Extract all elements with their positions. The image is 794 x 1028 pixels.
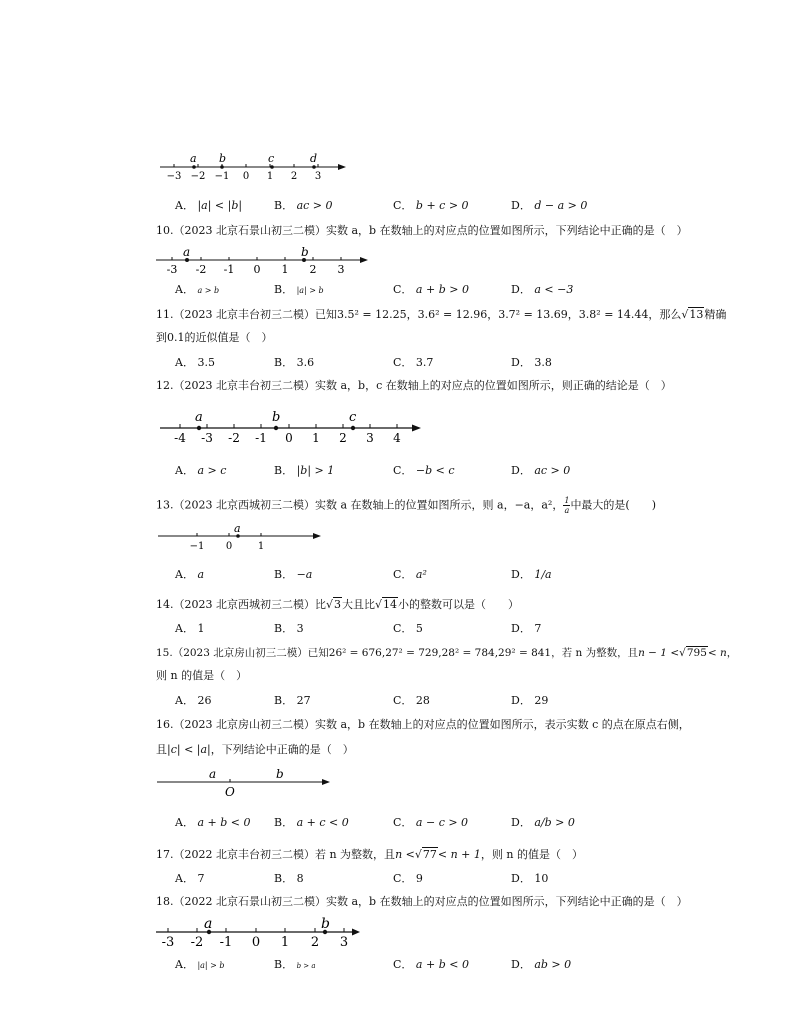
q16-stem-line2: 且|c| < |a|，下列结论中正确的是（ ）: [156, 743, 354, 756]
q17-option-a[interactable]: A． 7: [175, 872, 205, 885]
q13-fraction: $\frac{1}{a}$: [564, 496, 570, 515]
q18-letter-b: b: [321, 916, 330, 932]
q9-tick: 2: [290, 171, 298, 182]
q9-option-b[interactable]: B． ac > 0: [274, 199, 333, 212]
q12-tick: -4: [174, 431, 186, 445]
q18-option-b[interactable]: B． b > a: [274, 958, 316, 971]
q12-option-c[interactable]: C． −b < c: [393, 464, 455, 477]
q13-stem: 13.（2023 北京西城初三二模）实数 a 在数轴上的位置如图所示，则 a，−a，a²， $\frac{1}{a}$ 中最大的是( ): [156, 496, 657, 515]
q17-option-d[interactable]: D． 10: [511, 872, 549, 885]
q13-tick: 1: [257, 541, 265, 552]
q10-tick: 1: [281, 263, 289, 276]
q14-stem: 14.（2023 北京西城初三二模）比√3大且比√14小的整数可以是（ ）: [156, 598, 520, 611]
q9-letter-a: a: [190, 152, 197, 165]
q17-option-b[interactable]: B． 8: [274, 872, 304, 885]
q15-option-a[interactable]: A． 26: [175, 694, 212, 707]
q10-tick: 0: [253, 263, 261, 276]
q9-tick: −3: [166, 171, 182, 182]
q10-option-c[interactable]: C． a + b > 0: [393, 283, 469, 296]
q12-tick: 4: [393, 431, 401, 445]
q9-letter-d: d: [310, 152, 318, 165]
q13-option-a[interactable]: A． a: [175, 568, 205, 581]
q10-letter-a: a: [183, 245, 191, 259]
q18-tick: 1: [280, 935, 290, 950]
q18-option-d[interactable]: D． ab > 0: [511, 958, 572, 971]
q9-option-d[interactable]: D． d − a > 0: [511, 199, 588, 212]
q14-option-d[interactable]: D． 7: [511, 622, 542, 635]
q17-option-c[interactable]: C． 9: [393, 872, 423, 885]
q13-tick: −1: [189, 541, 205, 552]
q15-stem: 15.（2023 北京房山初三二模）已知26² = 676,27² = 729,28² = 784,29² = 841，若 n 为整数，且n − 1 <√795< n，: [156, 647, 738, 659]
q10-letter-b: b: [301, 245, 309, 259]
q10-option-a[interactable]: A． a > b: [175, 283, 220, 296]
q18-option-c[interactable]: C． a + b < 0: [393, 958, 469, 971]
q18-letter-a: a: [204, 916, 213, 932]
q12-tick: 3: [366, 431, 374, 445]
q14-option-a[interactable]: A． 1: [175, 622, 205, 635]
q16-letter-a: a: [209, 767, 217, 781]
q11-stem: 11.（2023 北京丰台初三二模）已知3.5² = 12.25，3.6² = 12.96，3.7² = 13.69，3.8² = 14.44，那么√13精确: [156, 308, 727, 321]
q12-tick: 1: [312, 431, 320, 445]
q9-tick: 1: [266, 171, 274, 182]
q16-stem: 16.（2023 北京房山初三二模）实数 a，b 在数轴上的对应点的位置如图所示，表示实数 c 的点在原点右侧，: [156, 718, 690, 731]
q12-letter-b: b: [272, 410, 281, 425]
q13-option-b[interactable]: B． −a: [274, 568, 313, 581]
q16-option-d[interactable]: D． a/b > 0: [511, 816, 575, 829]
q14-option-b[interactable]: B． 3: [274, 622, 304, 635]
q10-tick: -3: [166, 263, 178, 276]
q11-option-d[interactable]: D． 3.8: [511, 356, 552, 369]
q12-stem: 12.（2023 北京丰台初三二模）实数 a，b，c 在数轴上的对应点的位置如图所示，则正确的结论是（ ）: [156, 379, 672, 392]
q10-option-d[interactable]: D． a < −3: [511, 283, 574, 296]
q18-tick: -3: [161, 935, 175, 950]
q9-option-a[interactable]: A． |a| < |b|: [175, 199, 243, 212]
q12-tick: 2: [339, 431, 347, 445]
q13-tick: 0: [225, 541, 233, 552]
q14-option-c[interactable]: C． 5: [393, 622, 423, 635]
q10-tick: 2: [309, 263, 317, 276]
q17-stem: 17.（2022 北京丰台初三二模）若 n 为整数，且n <√77< n + 1，则 n 的值是（ ）: [156, 848, 583, 861]
q18-tick: 3: [339, 935, 349, 950]
q10-tick: -2: [195, 263, 207, 276]
q15-option-b[interactable]: B． 27: [274, 694, 311, 707]
q9-tick: −2: [190, 171, 206, 182]
q16-option-b[interactable]: B． a + c < 0: [274, 816, 349, 829]
q16-option-c[interactable]: C． a − c > 0: [393, 816, 469, 829]
q11-option-b[interactable]: B． 3.6: [274, 356, 315, 369]
q9-letter-c: c: [268, 152, 275, 165]
q13-option-d[interactable]: D． 1/a: [511, 568, 552, 581]
q18-tick: 0: [251, 935, 261, 950]
q10-option-b[interactable]: B． |a| > b: [274, 283, 324, 296]
q16-origin-label: O: [225, 785, 235, 799]
q12-tick: -3: [201, 431, 213, 445]
q12-tick: 0: [285, 431, 293, 445]
q12-tick: -2: [228, 431, 240, 445]
q16-option-a[interactable]: A． a + b < 0: [175, 816, 251, 829]
q13-option-c[interactable]: C． a²: [393, 568, 427, 581]
q11-option-a[interactable]: A． 3.5: [175, 356, 215, 369]
q12-letter-a: a: [195, 410, 203, 425]
q18-tick: -1: [219, 935, 233, 950]
q9-tick: 0: [242, 171, 250, 182]
q9-letter-b: b: [219, 152, 227, 165]
q15-stem-line2: 则 n 的值是（ ）: [156, 669, 248, 682]
q18-stem: 18.（2022 北京石景山初三二模）实数 a，b 在数轴上的对应点的位置如图所示，下列结论中正确的是（ ）: [156, 895, 688, 908]
q18-tick: -2: [190, 935, 204, 950]
q12-option-b[interactable]: B． |b| > 1: [274, 464, 335, 477]
q9-option-c[interactable]: C． b + c > 0: [393, 199, 469, 212]
q10-tick: 3: [337, 263, 345, 276]
q9-tick: −1: [214, 171, 230, 182]
q18-option-a[interactable]: A． |a| > b: [175, 958, 225, 971]
q13-letter-a: a: [234, 522, 241, 535]
q10-tick: -1: [223, 263, 235, 276]
q10-stem: 10.（2023 北京石景山初三二模）实数 a，b 在数轴上的对应点的位置如图所示，下列结论中正确的是（ ）: [156, 224, 688, 237]
q16-letter-b: b: [276, 767, 284, 781]
q12-option-d[interactable]: D． ac > 0: [511, 464, 571, 477]
q12-tick: -1: [255, 431, 267, 445]
q11-option-c[interactable]: C． 3.7: [393, 356, 434, 369]
q12-option-a[interactable]: A． a > c: [175, 464, 227, 477]
q12-letter-c: c: [349, 410, 357, 425]
q15-option-c[interactable]: C． 28: [393, 694, 430, 707]
q11-stem-line2: 到0.1的近似值是（ ）: [156, 331, 273, 344]
q15-option-d[interactable]: D． 29: [511, 694, 549, 707]
q11-stem-equations: 3.5² = 12.25，3.6² = 12.96，3.7² = 13.69，3.8² = 14.44，: [336, 308, 660, 321]
q18-tick: 2: [310, 935, 320, 950]
q9-tick: 3: [314, 171, 322, 182]
